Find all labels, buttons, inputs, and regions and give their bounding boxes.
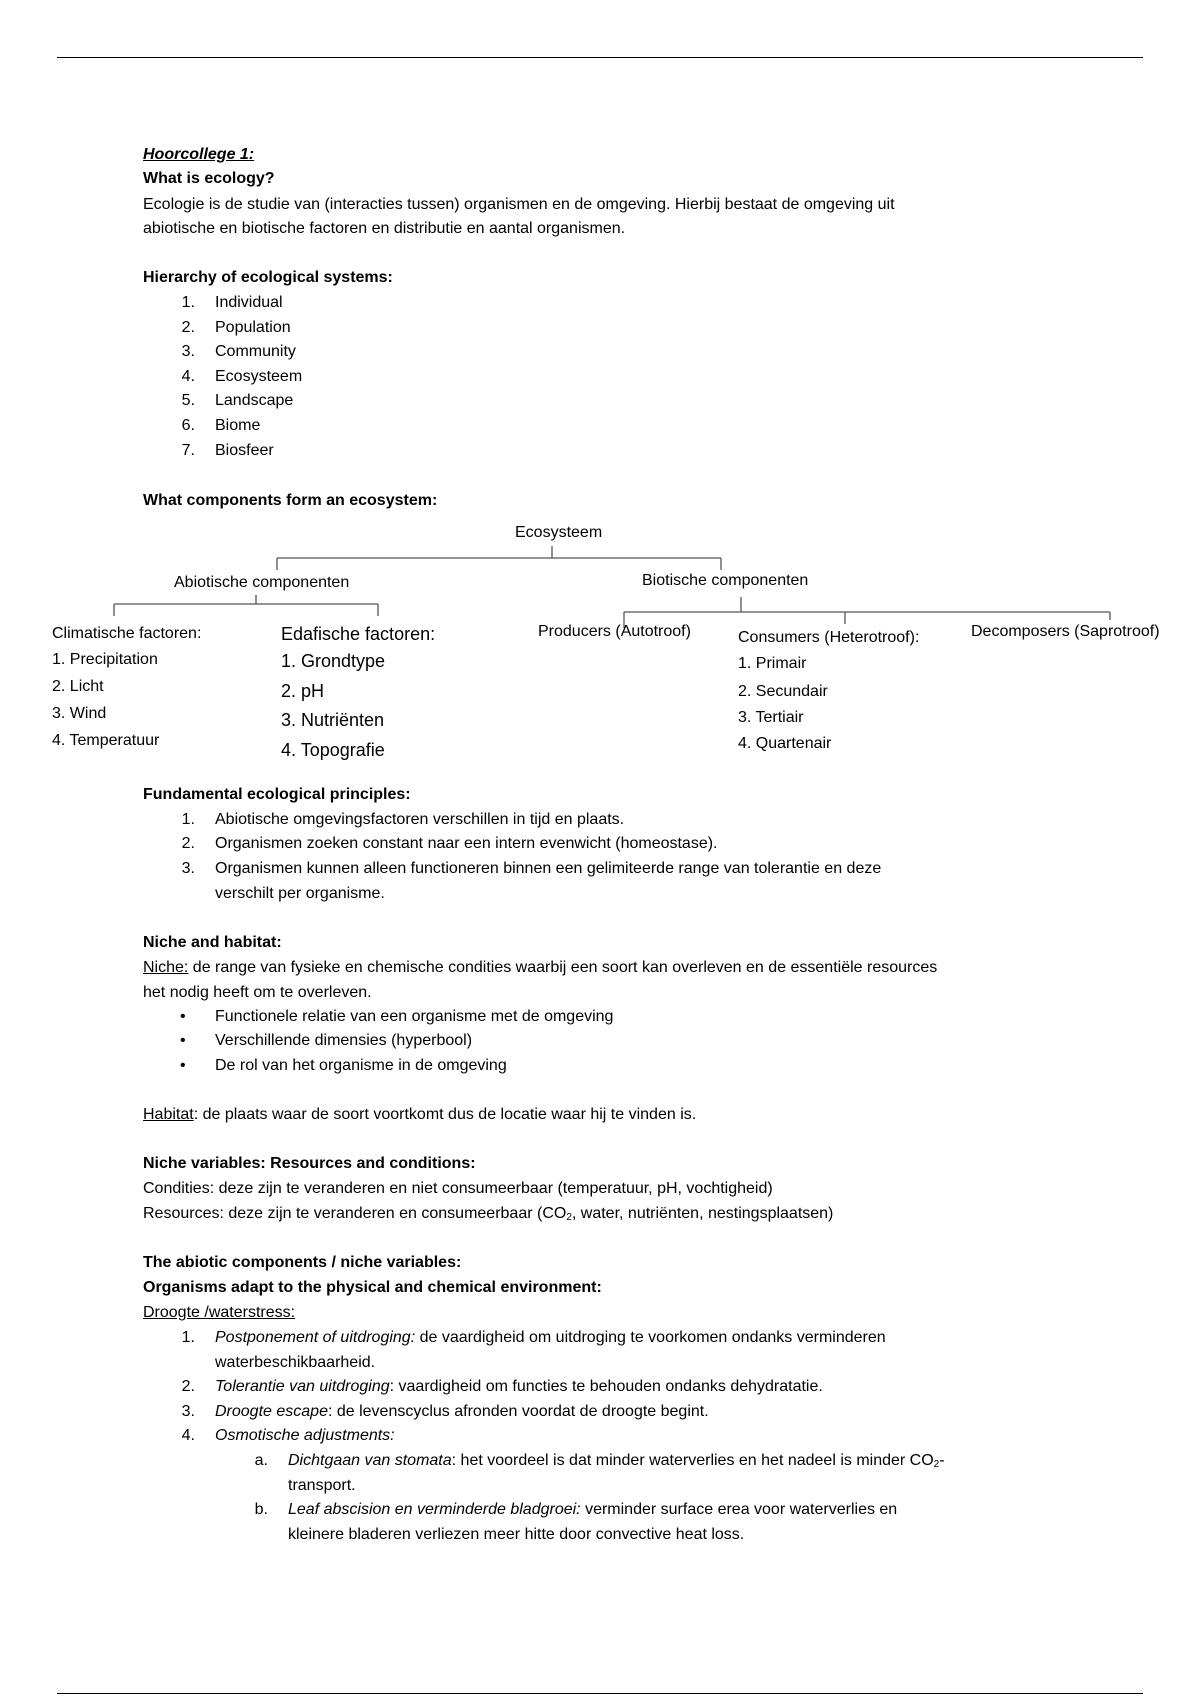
section-heading-abiotic: The abiotic components / niche variables: [143, 1254, 462, 1271]
footer-rule [57, 1693, 1143, 1694]
tree-node-abiotic: Abiotische componenten [174, 574, 350, 591]
list-item: 3. Nutriënten [281, 710, 385, 730]
climatic-title: Climatische factoren: [52, 625, 202, 642]
section-heading-niche-variables: Niche variables: Resources and conditions: [143, 1155, 476, 1172]
section-heading-adapt: Organisms adapt to the physical and chemical environment: [143, 1279, 602, 1296]
list-item-continuation: verschilt per organisme. [215, 885, 385, 902]
habitat-label: Habitat [143, 1106, 194, 1123]
edaphic-title: Edafische factoren: [281, 624, 436, 644]
list-item-continuation: transport. [288, 1477, 356, 1494]
paragraph-line: abiotische en biotische factoren en distributie en aantal organismen. [143, 220, 626, 237]
conditions-line: Condities: deze zijn te veranderen en niet consumeerbaar (temperatuur, pH, vochtigheid) [143, 1180, 773, 1197]
niche-definition: Niche: de range van fysieke en chemische condities waarbij een soort kan overleven en de essentiële resources [143, 959, 938, 976]
list-item: 1. Primair [738, 655, 807, 672]
bullet-icon: • [180, 1057, 186, 1074]
paragraph-line: Ecologie is de studie van (interacties tussen) organismen en de omgeving. Hierbij bestaat de omgeving uit [143, 196, 895, 213]
bullet-icon: • [180, 1008, 186, 1025]
section-heading-ecology: What is ecology? [143, 170, 275, 187]
niche-label: Niche: [143, 959, 189, 976]
lecture-title: Hoorcollege 1: [143, 146, 255, 163]
header-rule [57, 57, 1143, 58]
list-item: 1. Grondtype [281, 651, 386, 671]
list-item: 2. pH [281, 681, 325, 701]
list-item: 1. Precipitation [52, 651, 158, 668]
subheading-droogte: Droogte /waterstress: [143, 1304, 296, 1321]
resources-line: Resources: deze zijn te veranderen en consumeerbaar ($CO_2$, water, nutriënten, nestingsplaatsen) [143, 1205, 834, 1223]
section-heading-hierarchy: Hierarchy of ecological systems: [143, 269, 393, 286]
list-item: 4. Temperatuur [52, 732, 160, 749]
section-heading-niche: Niche and habitat: [143, 934, 282, 951]
tree-node-biotic: Biotische componenten [642, 572, 809, 589]
habitat-definition: Habitat: de plaats waar de soort voortkomt dus de locatie waar hij te vinden is. [143, 1106, 697, 1123]
list-item: 3. Tertiair [738, 709, 804, 726]
tree-node-producers: Producers (Autotroof) [538, 623, 691, 640]
list-item: 3. Wind [52, 705, 107, 722]
list-item: 4. Topografie [281, 740, 385, 760]
tree-node-decomposers: Decomposers (Saprotroof) [971, 623, 1160, 640]
section-heading-principles: Fundamental ecological principles: [143, 786, 411, 803]
list-item: 2. Licht [52, 678, 104, 695]
list-item-continuation: waterbeschikbaarheid. [215, 1354, 376, 1371]
section-heading-components: What components form an ecosystem: [143, 492, 438, 509]
list-item: 4. Quartenair [738, 735, 832, 752]
list-item-continuation: kleinere bladeren verliezen meer hitte door convective heat loss. [288, 1526, 745, 1543]
consumers-title: Consumers (Heterotroof): [738, 629, 920, 646]
bullet-icon: • [180, 1032, 186, 1049]
list-item: 2. Secundair [738, 683, 828, 700]
paragraph-line: het nodig heeft om te overleven. [143, 984, 372, 1001]
tree-root-ecosysteem: Ecosysteem [515, 524, 603, 541]
